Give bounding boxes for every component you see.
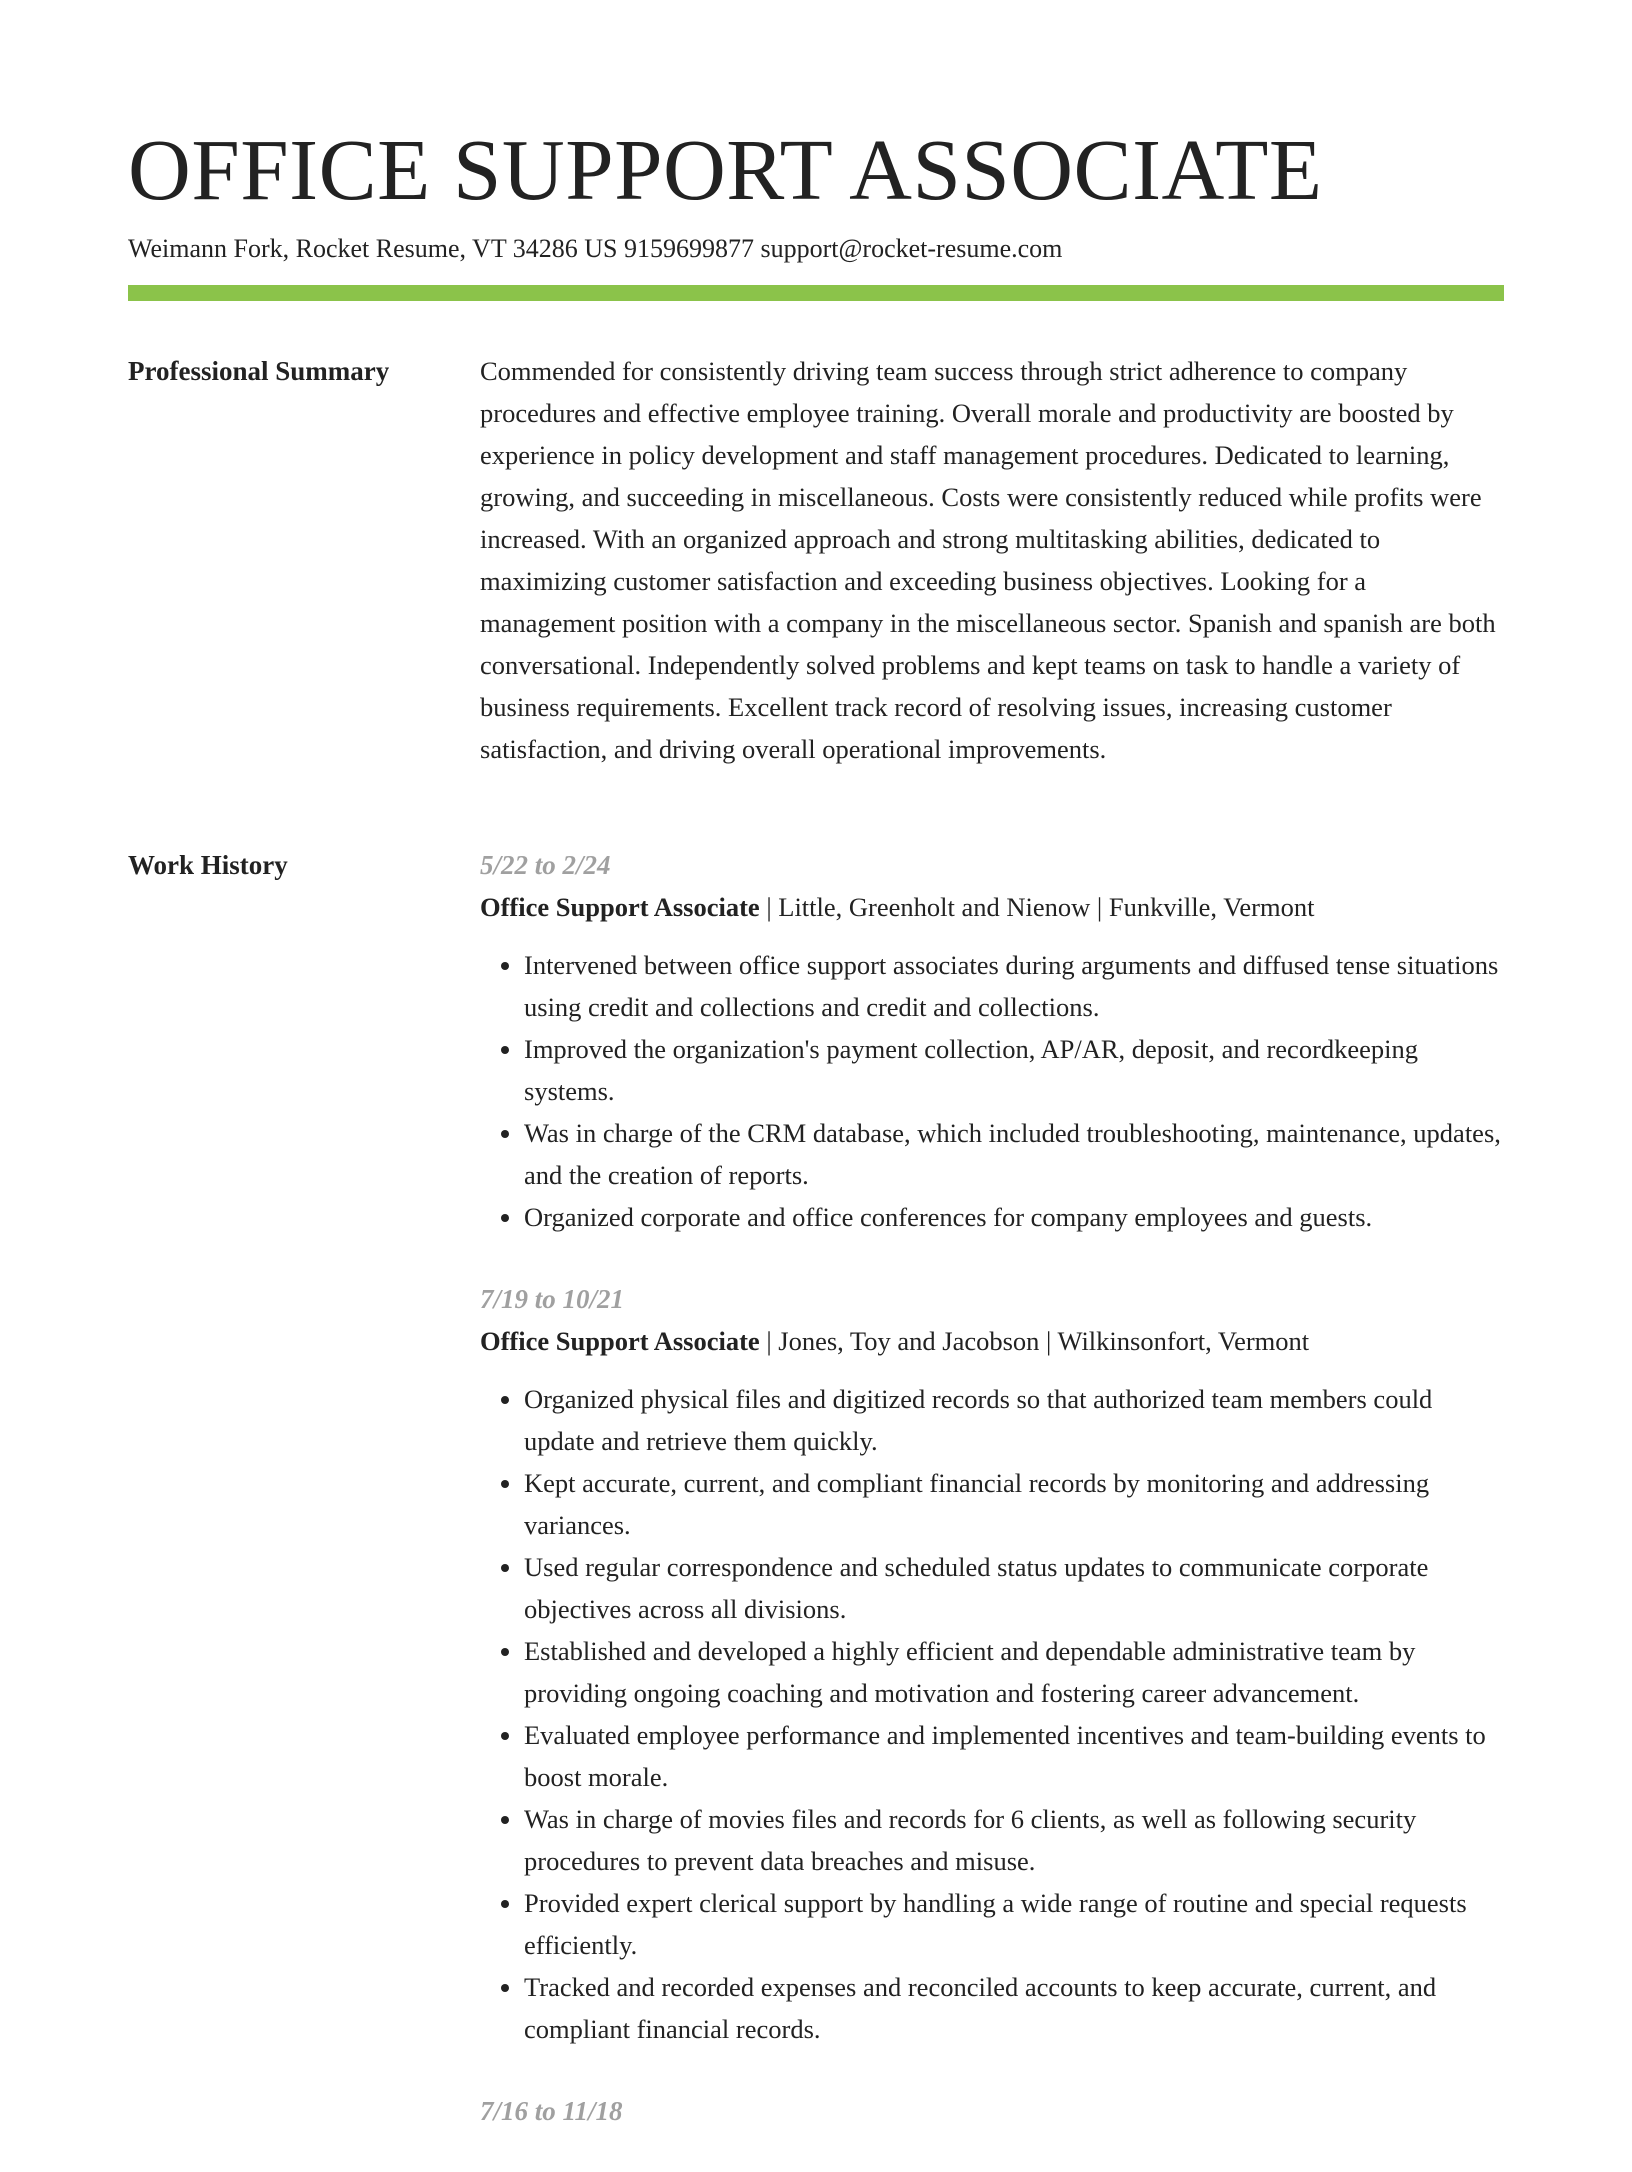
job-dates: 7/19 to 10/21 xyxy=(480,1284,625,1314)
job-entry xyxy=(480,844,1504,1238)
job-bullet: • Kept accurate, current, and compliant financial records by monitoring and addressing variances. xyxy=(524,1462,1504,1546)
header-divider xyxy=(128,285,1504,301)
job-title-line xyxy=(480,1320,1504,1362)
job-bullet: • Evaluated employee performance and implemented incentives and team-building events to boost morale. xyxy=(524,1714,1504,1798)
summary-text: Commended for consistently driving team success through strict adherence to company procedures and effective employee training. Overall morale and productivity are boosted by experience in policy development and staff management procedures. Dedicated to learning, growing, and succeeding in miscellaneous. Costs were consistently reduced while profits were increased. With an organized approach and strong multitasking abilities, dedicated to maximizing customer satisfaction and exceeding business objectives. Looking for a management position with a company in the miscellaneous sector. Spanish and spanish are both conversational. Independently solved problems and kept teams on task to handle a variety of business requirements. Excellent track record of resolving issues, increasing customer satisfaction, and driving overall operational improvements. xyxy=(480,356,1496,764)
job-dates: 5/22 to 2/24 xyxy=(480,850,611,880)
job-bullet: • Tracked and recorded expenses and reconciled accounts to keep accurate, current, and compliant financial records. xyxy=(524,1966,1504,2050)
job-bullet: • Organized physical files and digitized records so that authorized team members could update and retrieve them quickly. xyxy=(524,1378,1504,1462)
job-dates: 7/16 to 11/18 xyxy=(480,2096,623,2126)
job-bullet: • Improved the organization's payment collection, AP/AR, deposit, and recordkeeping systems. xyxy=(524,1028,1504,1112)
job-title-line xyxy=(480,886,1504,928)
job-details: | Jones, Toy and Jacobson | Wilkinsonfort, Vermont xyxy=(759,1326,1310,1356)
job-bullet: • Was in charge of movies files and records for 6 clients, as well as following security procedures to prevent data breaches and misuse. xyxy=(524,1798,1504,1882)
job-bullet: • Was in charge of the CRM database, which included troubleshooting, maintenance, updates, and the creation of reports. xyxy=(524,1112,1504,1196)
job-bullets xyxy=(480,944,1504,1238)
job-entry xyxy=(480,1278,1504,2050)
job-role: Office Support Associate xyxy=(480,1326,760,1356)
work-history-section xyxy=(480,844,1504,2172)
job-bullet: • Established and developed a highly efficient and dependable administrative team by providing ongoing coaching and motivation and fostering career advancement. xyxy=(524,1630,1504,1714)
job-bullet: • Organized corporate and office conferences for company employees and guests. xyxy=(524,1196,1504,1238)
summary-section xyxy=(480,350,1504,770)
job-bullet: • Used regular correspondence and scheduled status updates to communicate corporate objectives across all divisions. xyxy=(524,1546,1504,1630)
contact-info: Weimann Fork, Rocket Resume, VT 34286 US 9159699877 support@rocket-resume.com xyxy=(128,234,1063,263)
summary-heading: Professional Summary xyxy=(128,356,390,386)
job-bullets xyxy=(480,1378,1504,2050)
job-entry xyxy=(480,2090,1504,2132)
page-title: OFFICE SUPPORT ASSOCIATE xyxy=(128,121,1323,218)
work-history-heading: Work History xyxy=(128,850,288,880)
job-role: Office Support Associate xyxy=(480,892,760,922)
job-bullet: • Intervened between office support associates during arguments and diffused tense situations using credit and collections and credit and collections. xyxy=(524,944,1504,1028)
job-details: | Little, Greenholt and Nienow | Funkville, Vermont xyxy=(759,892,1315,922)
job-bullet: • Provided expert clerical support by handling a wide range of routine and special requests efficiently. xyxy=(524,1882,1504,1966)
